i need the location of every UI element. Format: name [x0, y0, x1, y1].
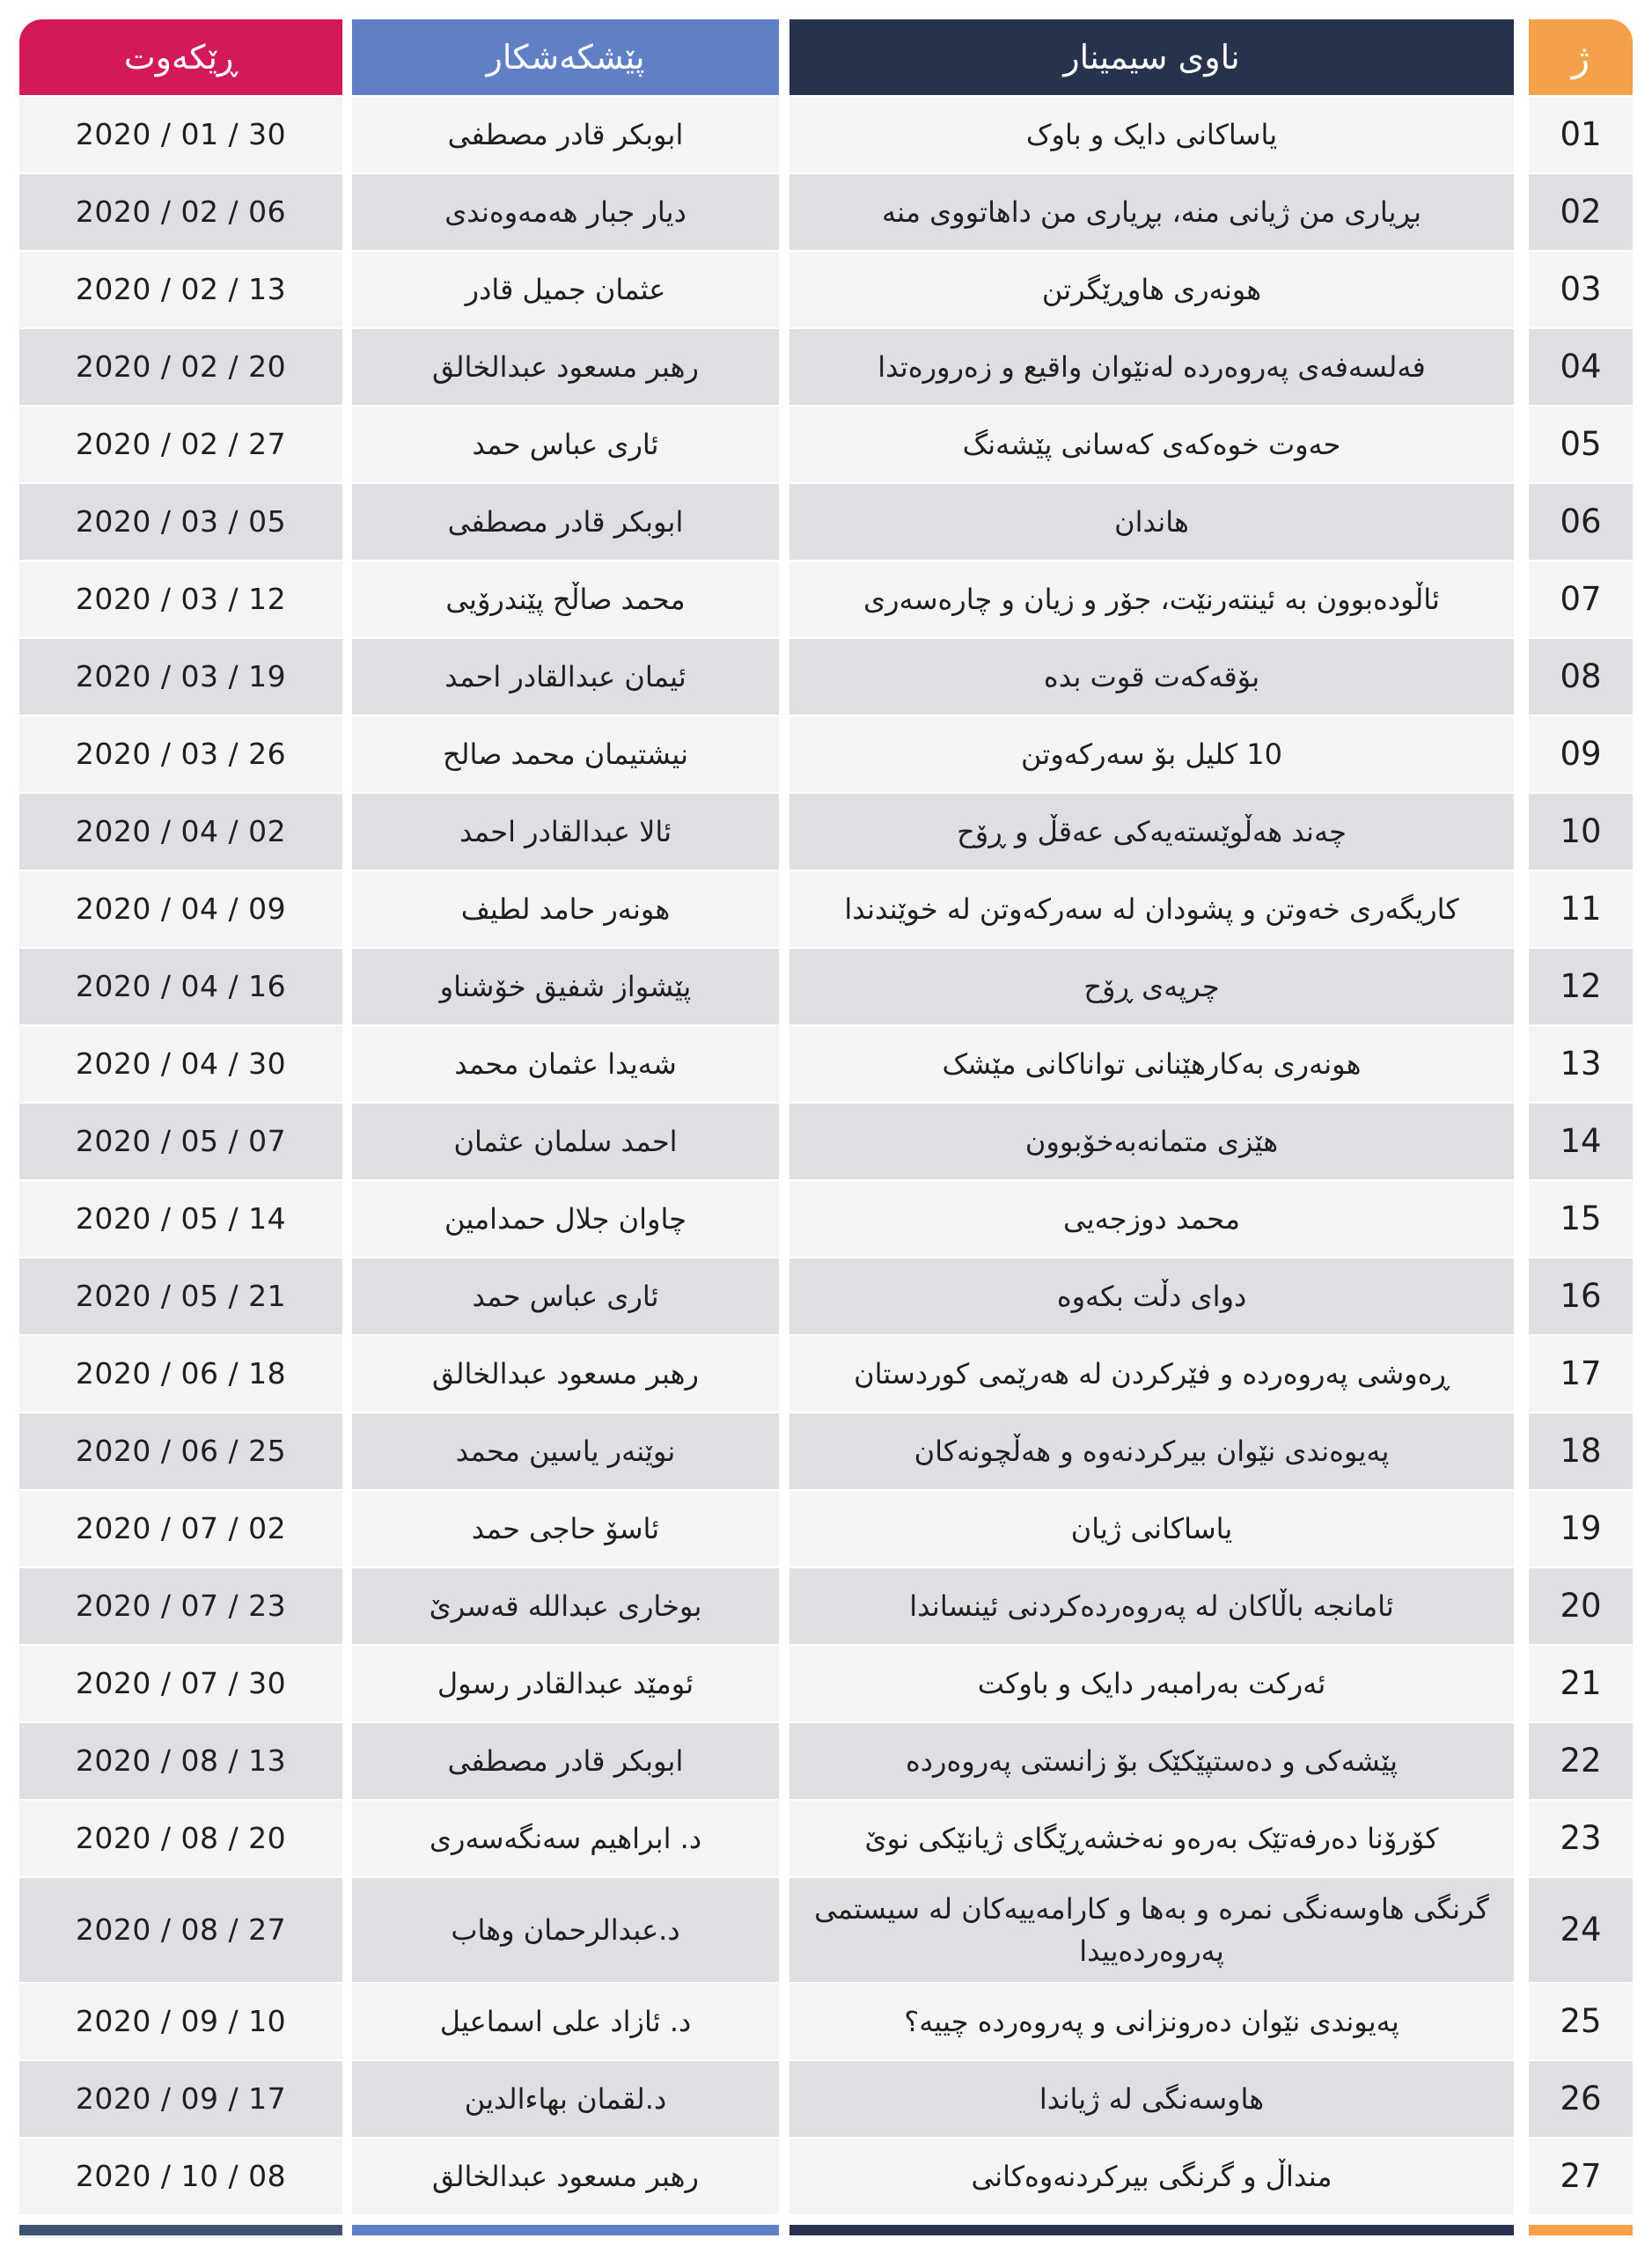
- number-cell: 12: [1529, 949, 1633, 1024]
- presenter-cell: ئالا عبدالقادر احمد: [352, 794, 779, 870]
- seminar-cell: فەلسەفەی پەروەردە لەنێوان واقیع و زەرورەتدا: [789, 329, 1514, 405]
- date-cell: 2020 / 03 / 05: [19, 484, 342, 560]
- seminar-cell: هاوسەنگی لە ژیاندا: [789, 2061, 1514, 2137]
- number-cell: 17: [1529, 1336, 1633, 1412]
- seminar-cell: ڕەوشی پەروەردە و فێرکردن لە هەرێمی کوردستان: [789, 1336, 1514, 1412]
- number-cell: 10: [1529, 794, 1633, 870]
- date-cell: 2020 / 05 / 07: [19, 1104, 342, 1179]
- number-cells: [1529, 97, 1633, 2214]
- number-cell: 06: [1529, 484, 1633, 560]
- date-column: [19, 19, 342, 2235]
- presenter-cell: ابوبکر قادر مصطفی: [352, 1723, 779, 1799]
- date-cell: 2020 / 06 / 25: [19, 1413, 342, 1489]
- date-cell: 2020 / 08 / 20: [19, 1801, 342, 1876]
- presenter-cell: ئاری عباس حمد: [352, 1259, 779, 1334]
- number-cell: 05: [1529, 407, 1633, 482]
- presenter-cell: ئیمان عبدالقادر احمد: [352, 639, 779, 715]
- presenter-cell: چاوان جلال حمدامین: [352, 1181, 779, 1257]
- number-cell: 18: [1529, 1413, 1633, 1489]
- number-header: ژ: [1529, 19, 1633, 95]
- presenter-cell: د. ئازاد علی اسماعیل: [352, 1984, 779, 2059]
- date-cell: 2020 / 01 / 30: [19, 97, 342, 172]
- number-cell: 26: [1529, 2061, 1633, 2137]
- number-cell: 01: [1529, 97, 1633, 172]
- number-cell: 14: [1529, 1104, 1633, 1179]
- seminar-cell: هونەری بەکارهێنانی تواناکانی مێشک: [789, 1026, 1514, 1102]
- date-cell: 2020 / 08 / 27: [19, 1878, 342, 1982]
- presenter-cell: ئاری عباس حمد: [352, 407, 779, 482]
- presenter-cell: نوێنەر یاسین محمد: [352, 1413, 779, 1489]
- date-cell: 2020 / 03 / 26: [19, 716, 342, 792]
- date-cells: [19, 97, 342, 2214]
- presenter-cells: [352, 97, 779, 2214]
- date-cell: 2020 / 03 / 12: [19, 561, 342, 637]
- presenter-cell: ابوبکر قادر مصطفی: [352, 484, 779, 560]
- number-cell: 24: [1529, 1878, 1633, 1982]
- number-cell: 08: [1529, 639, 1633, 715]
- date-cell: 2020 / 09 / 17: [19, 2061, 342, 2137]
- seminar-cell: حەوت خوەکەی کەسانی پێشەنگ: [789, 407, 1514, 482]
- seminar-cell: بڕیاری من ژیانی منە، بڕیاری من داهاتووی منە: [789, 174, 1514, 250]
- date-cell: 2020 / 08 / 13: [19, 1723, 342, 1799]
- seminar-cell: محمد دوزجەیی: [789, 1181, 1514, 1257]
- number-footer-bar: [1529, 2225, 1633, 2235]
- number-column: [1529, 19, 1633, 2235]
- presenter-cell: احمد سلمان عثمان: [352, 1104, 779, 1179]
- presenter-cell: د.لقمان بهاءالدین: [352, 2061, 779, 2137]
- presenter-cell: محمد صاڵح پێندرۆیی: [352, 561, 779, 637]
- seminar-cell: هونەری هاوڕێگرتن: [789, 252, 1514, 327]
- date-cell: 2020 / 07 / 23: [19, 1568, 342, 1644]
- seminar-cell: 10 کلیل بۆ سەرکەوتن: [789, 716, 1514, 792]
- presenter-cell: دیار جبار هەمەوەندی: [352, 174, 779, 250]
- seminar-column: [789, 19, 1514, 2235]
- seminar-cell: کاریگەری خەوتن و پشودان لە سەرکەوتن لە خوێندندا: [789, 871, 1514, 947]
- number-cell: 03: [1529, 252, 1633, 327]
- seminar-cell: ئامانجە باڵاکان لە پەروەردەکردنی ئینساندا: [789, 1568, 1514, 1644]
- seminar-footer-bar: [789, 2225, 1514, 2235]
- seminar-cell: ئەرکت بەرامبەر دایک و باوکت: [789, 1646, 1514, 1721]
- seminar-cell: منداڵ و گرنگی بیرکردنەوەکانی: [789, 2139, 1514, 2214]
- presenter-cell: ابوبکر قادر مصطفی: [352, 97, 779, 172]
- date-cell: 2020 / 10 / 08: [19, 2139, 342, 2214]
- number-cell: 19: [1529, 1491, 1633, 1567]
- presenter-cell: رهبر مسعود عبدالخالق: [352, 329, 779, 405]
- date-cell: 2020 / 03 / 19: [19, 639, 342, 715]
- number-cell: 15: [1529, 1181, 1633, 1257]
- date-header: ڕێکەوت: [19, 19, 342, 95]
- date-footer-bar: [19, 2225, 342, 2235]
- date-cell: 2020 / 04 / 30: [19, 1026, 342, 1102]
- number-cell: 04: [1529, 329, 1633, 405]
- presenter-cell: عثمان جمیل قادر: [352, 252, 779, 327]
- seminar-cell: کۆرۆنا دەرفەتێک بەرەو نەخشەڕێگای ژیانێکی نوێ: [789, 1801, 1514, 1876]
- presenter-footer-bar: [352, 2225, 779, 2235]
- number-cell: 13: [1529, 1026, 1633, 1102]
- seminar-cell: چرپەی ڕۆح: [789, 949, 1514, 1024]
- number-cell: 27: [1529, 2139, 1633, 2214]
- presenter-cell: رهبر مسعود عبدالخالق: [352, 2139, 779, 2214]
- presenter-cell: ئاسۆ حاجی حمد: [352, 1491, 779, 1567]
- seminar-cell: هێزی متمانەبەخۆبوون: [789, 1104, 1514, 1179]
- date-cell: 2020 / 02 / 13: [19, 252, 342, 327]
- presenter-cell: بوخاری عبدالله قەسرێ: [352, 1568, 779, 1644]
- date-cell: 2020 / 06 / 18: [19, 1336, 342, 1412]
- seminar-cell: پەیوەندی نێوان بیرکردنەوە و هەڵچونەکان: [789, 1413, 1514, 1489]
- number-cell: 20: [1529, 1568, 1633, 1644]
- date-cell: 2020 / 07 / 02: [19, 1491, 342, 1567]
- date-cell: 2020 / 05 / 21: [19, 1259, 342, 1334]
- number-cell: 23: [1529, 1801, 1633, 1876]
- presenter-cell: نیشتیمان محمد صالح: [352, 716, 779, 792]
- number-cell: 21: [1529, 1646, 1633, 1721]
- seminar-cell: ئاڵودەبوون بە ئینتەرنێت، جۆر و زیان و چارەسەری: [789, 561, 1514, 637]
- number-cell: 16: [1529, 1259, 1633, 1334]
- date-cell: 2020 / 02 / 20: [19, 329, 342, 405]
- date-cell: 2020 / 02 / 27: [19, 407, 342, 482]
- presenter-cell: رهبر مسعود عبدالخالق: [352, 1336, 779, 1412]
- date-cell: 2020 / 09 / 10: [19, 1984, 342, 2059]
- seminar-cell: پەیوندی نێوان دەرونزانی و پەروەردە چییە؟: [789, 1984, 1514, 2059]
- number-cell: 09: [1529, 716, 1633, 792]
- number-cell: 22: [1529, 1723, 1633, 1799]
- presenter-cell: شەیدا عثمان محمد: [352, 1026, 779, 1102]
- number-cell: 25: [1529, 1984, 1633, 2059]
- presenter-cell: هونەر حامد لطیف: [352, 871, 779, 947]
- number-cell: 07: [1529, 561, 1633, 637]
- seminar-cell: یاساکانی دایک و باوک: [789, 97, 1514, 172]
- seminar-cell: بۆقەکەت قوت بدە: [789, 639, 1514, 715]
- presenter-header: پێشکەشکار: [352, 19, 779, 95]
- presenter-cell: د.عبدالرحمان وهاب: [352, 1878, 779, 1982]
- seminar-cell: یاساکانی ژیان: [789, 1491, 1514, 1567]
- presenter-cell: د. ابراهیم سەنگەسەری: [352, 1801, 779, 1876]
- seminar-cell: دوای دڵت بکەوە: [789, 1259, 1514, 1334]
- date-cell: 2020 / 02 / 06: [19, 174, 342, 250]
- presenter-cell: ئومێد عبدالقادر رسول: [352, 1646, 779, 1721]
- presenter-cell: پێشواز شفیق خۆشناو: [352, 949, 779, 1024]
- date-cell: 2020 / 04 / 02: [19, 794, 342, 870]
- seminar-cell: چەند هەڵوێستەیەکی عەقڵ و ڕۆح: [789, 794, 1514, 870]
- date-cell: 2020 / 04 / 09: [19, 871, 342, 947]
- seminar-cell: پێشەکی و دەستپێکێک بۆ زانستی پەروەردە: [789, 1723, 1514, 1799]
- number-cell: 11: [1529, 871, 1633, 947]
- number-cell: 02: [1529, 174, 1633, 250]
- date-cell: 2020 / 05 / 14: [19, 1181, 342, 1257]
- seminar-cell: گرنگی هاوسەنگی نمرە و بەها و کارامەییەکان لە سیستمی پەروەردەییدا: [789, 1878, 1514, 1982]
- date-cell: 2020 / 04 / 16: [19, 949, 342, 1024]
- seminar-header: ناوی سیمینار: [789, 19, 1514, 95]
- seminar-cells: [789, 97, 1514, 2214]
- presenter-column: [352, 19, 779, 2235]
- seminar-cell: هاندان: [789, 484, 1514, 560]
- date-cell: 2020 / 07 / 30: [19, 1646, 342, 1721]
